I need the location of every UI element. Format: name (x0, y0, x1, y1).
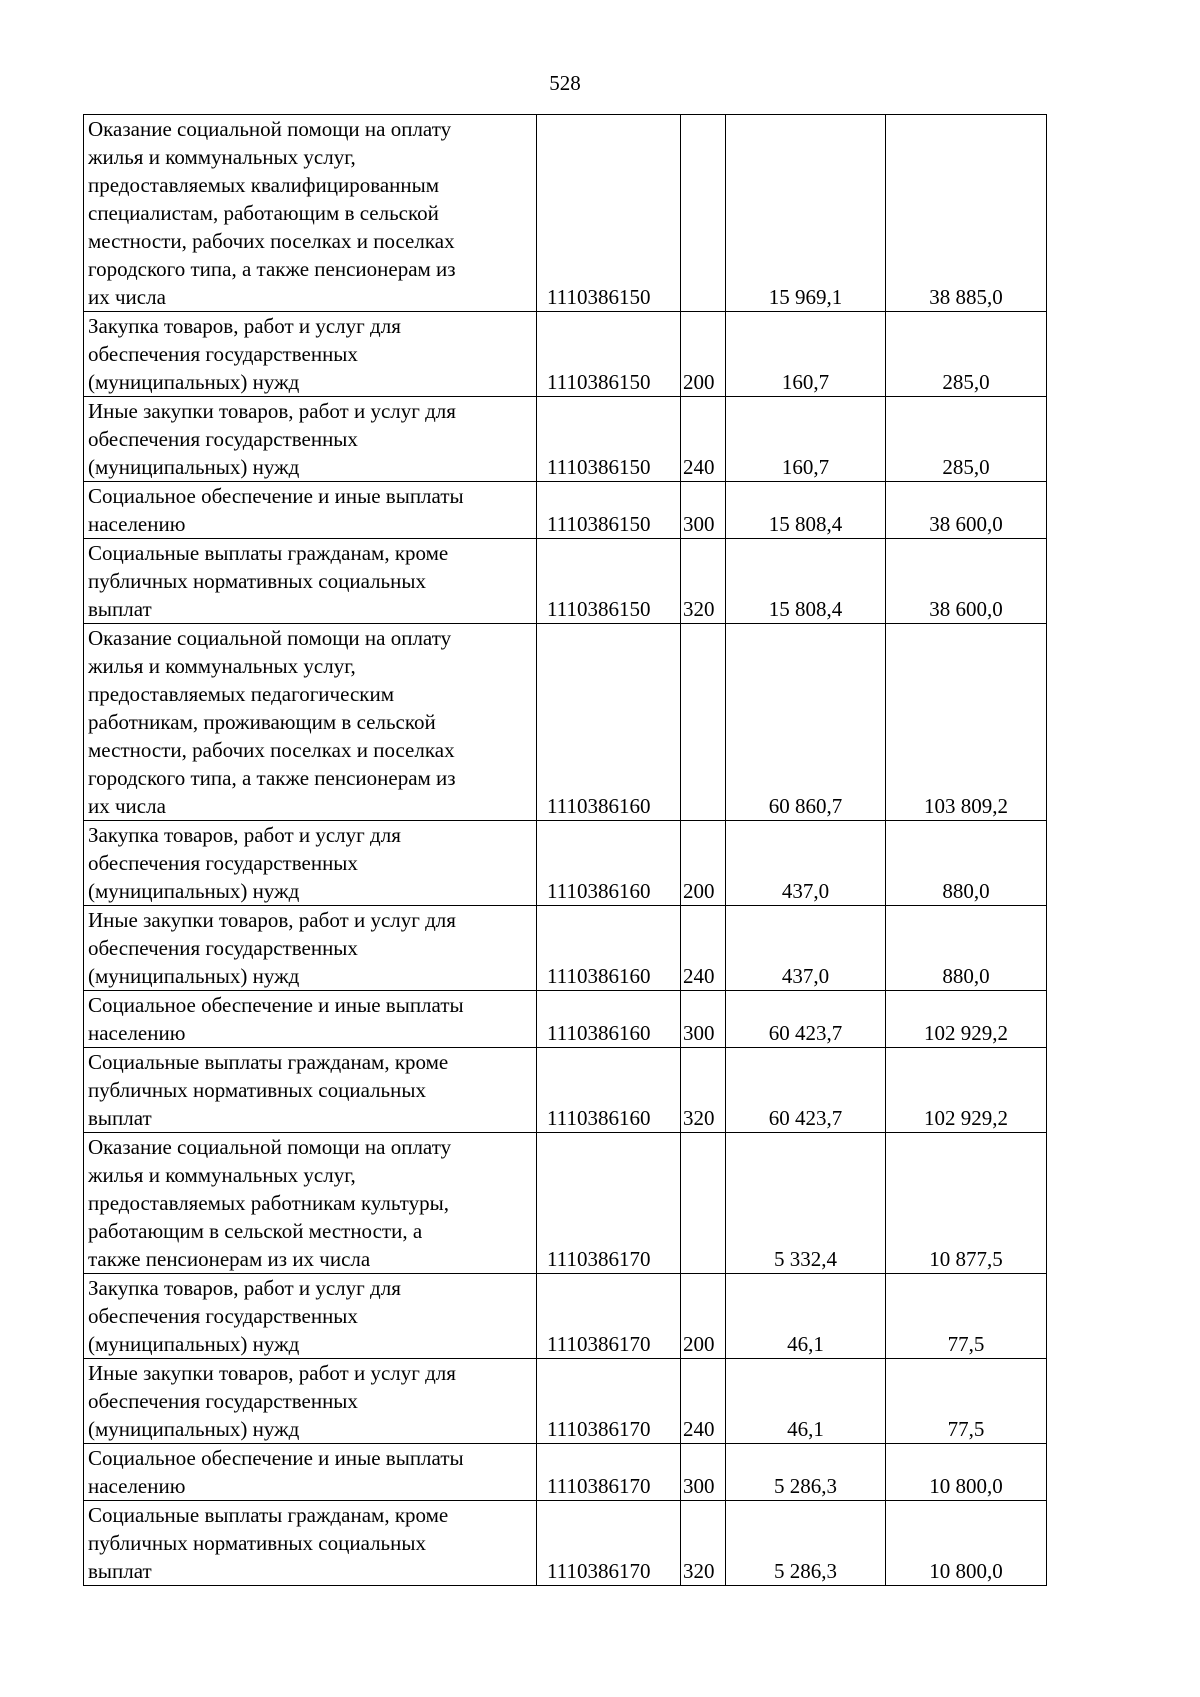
table-row (84, 1359, 1047, 1444)
target-article-code-cell: 1110386150 (537, 397, 681, 482)
amount-second-cell: 285,0 (886, 312, 1047, 397)
expense-name-cell: Иные закупки товаров, работ и услуг для обеспечения государственных (муниципальных) нужд (84, 1359, 537, 1444)
expense-type-code-cell: 200 (681, 1274, 726, 1359)
amount-second-cell: 880,0 (886, 906, 1047, 991)
expense-name-cell: Закупка товаров, работ и услуг для обеспечения государственных (муниципальных) нужд (84, 1274, 537, 1359)
amount-second-cell: 38 600,0 (886, 482, 1047, 539)
budget-table-body (84, 115, 1047, 1586)
expense-name-cell: Иные закупки товаров, работ и услуг для обеспечения государственных (муниципальных) нужд (84, 906, 537, 991)
expense-type-code-cell (681, 115, 726, 312)
amount-first-cell: 437,0 (726, 906, 886, 991)
expense-name-cell: Оказание социальной помощи на оплату жилья и коммунальных услуг, предоставляемых квалифицированным специалистам, работающим в сельской местности, рабочих поселках и поселках городского типа, а также пенсионерам из их числа (84, 115, 537, 312)
expense-name-cell: Социальные выплаты гражданам, кроме публичных нормативных социальных выплат (84, 1501, 537, 1586)
target-article-code-cell: 1110386170 (537, 1359, 681, 1444)
amount-first-cell: 60 423,7 (726, 991, 886, 1048)
table-row (84, 482, 1047, 539)
expense-type-code-cell: 320 (681, 1048, 726, 1133)
amount-second-cell: 285,0 (886, 397, 1047, 482)
table-row (84, 397, 1047, 482)
table-row (84, 1048, 1047, 1133)
amount-second-cell: 77,5 (886, 1359, 1047, 1444)
table-row (84, 906, 1047, 991)
amount-first-cell: 5 286,3 (726, 1444, 886, 1501)
amount-second-cell: 880,0 (886, 821, 1047, 906)
amount-first-cell: 160,7 (726, 312, 886, 397)
amount-first-cell: 15 808,4 (726, 539, 886, 624)
target-article-code-cell: 1110386150 (537, 115, 681, 312)
expense-type-code-cell (681, 624, 726, 821)
expense-type-code-cell: 300 (681, 482, 726, 539)
target-article-code-cell: 1110386160 (537, 821, 681, 906)
amount-second-cell: 10 800,0 (886, 1444, 1047, 1501)
expense-type-code-cell: 320 (681, 1501, 726, 1586)
amount-first-cell: 46,1 (726, 1274, 886, 1359)
expense-type-code-cell: 320 (681, 539, 726, 624)
target-article-code-cell: 1110386160 (537, 906, 681, 991)
amount-second-cell: 10 877,5 (886, 1133, 1047, 1274)
target-article-code-cell: 1110386160 (537, 624, 681, 821)
table-row (84, 1133, 1047, 1274)
amount-first-cell: 60 423,7 (726, 1048, 886, 1133)
table-row (84, 1444, 1047, 1501)
page-number: 528 (549, 71, 581, 95)
expense-name-cell: Закупка товаров, работ и услуг для обеспечения государственных (муниципальных) нужд (84, 312, 537, 397)
target-article-code-cell: 1110386170 (537, 1444, 681, 1501)
amount-second-cell: 77,5 (886, 1274, 1047, 1359)
expense-name-cell: Иные закупки товаров, работ и услуг для обеспечения государственных (муниципальных) нужд (84, 397, 537, 482)
table-row (84, 1501, 1047, 1586)
target-article-code-cell: 1110386170 (537, 1274, 681, 1359)
budget-table (83, 114, 1047, 1586)
expense-type-code-cell: 200 (681, 821, 726, 906)
target-article-code-cell: 1110386150 (537, 312, 681, 397)
amount-first-cell: 437,0 (726, 821, 886, 906)
table-row (84, 991, 1047, 1048)
expense-type-code-cell: 240 (681, 397, 726, 482)
expense-name-cell: Закупка товаров, работ и услуг для обеспечения государственных (муниципальных) нужд (84, 821, 537, 906)
expense-name-cell: Социальное обеспечение и иные выплаты населению (84, 482, 537, 539)
amount-first-cell: 5 286,3 (726, 1501, 886, 1586)
table-row (84, 312, 1047, 397)
expense-type-code-cell: 240 (681, 1359, 726, 1444)
amount-first-cell: 60 860,7 (726, 624, 886, 821)
target-article-code-cell: 1110386160 (537, 991, 681, 1048)
expense-name-cell: Социальное обеспечение и иные выплаты населению (84, 1444, 537, 1501)
expense-name-cell: Оказание социальной помощи на оплату жилья и коммунальных услуг, предоставляемых педагогическим работникам, проживающим в сельской местности, рабочих поселках и поселках городского типа, а также пенсионерам из их числа (84, 624, 537, 821)
amount-second-cell: 10 800,0 (886, 1501, 1047, 1586)
expense-name-cell: Социальные выплаты гражданам, кроме публичных нормативных социальных выплат (84, 1048, 537, 1133)
amount-second-cell: 103 809,2 (886, 624, 1047, 821)
amount-first-cell: 46,1 (726, 1359, 886, 1444)
expense-name-cell: Оказание социальной помощи на оплату жилья и коммунальных услуг, предоставляемых работникам культуры, работающим в сельской местности, а также пенсионерам из их числа (84, 1133, 537, 1274)
expense-name-cell: Социальные выплаты гражданам, кроме публичных нормативных социальных выплат (84, 539, 537, 624)
amount-second-cell: 102 929,2 (886, 991, 1047, 1048)
expense-type-code-cell: 240 (681, 906, 726, 991)
target-article-code-cell: 1110386150 (537, 482, 681, 539)
expense-name-cell: Социальное обеспечение и иные выплаты населению (84, 991, 537, 1048)
amount-first-cell: 5 332,4 (726, 1133, 886, 1274)
expense-type-code-cell: 300 (681, 991, 726, 1048)
amount-second-cell: 38 885,0 (886, 115, 1047, 312)
table-row (84, 624, 1047, 821)
expense-type-code-cell: 200 (681, 312, 726, 397)
target-article-code-cell: 1110386160 (537, 1048, 681, 1133)
expense-type-code-cell: 300 (681, 1444, 726, 1501)
table-row (84, 539, 1047, 624)
amount-second-cell: 102 929,2 (886, 1048, 1047, 1133)
target-article-code-cell: 1110386170 (537, 1133, 681, 1274)
amount-first-cell: 15 969,1 (726, 115, 886, 312)
table-row (84, 1274, 1047, 1359)
target-article-code-cell: 1110386170 (537, 1501, 681, 1586)
table-row (84, 115, 1047, 312)
table-row (84, 821, 1047, 906)
amount-first-cell: 160,7 (726, 397, 886, 482)
expense-type-code-cell (681, 1133, 726, 1274)
amount-second-cell: 38 600,0 (886, 539, 1047, 624)
amount-first-cell: 15 808,4 (726, 482, 886, 539)
target-article-code-cell: 1110386150 (537, 539, 681, 624)
